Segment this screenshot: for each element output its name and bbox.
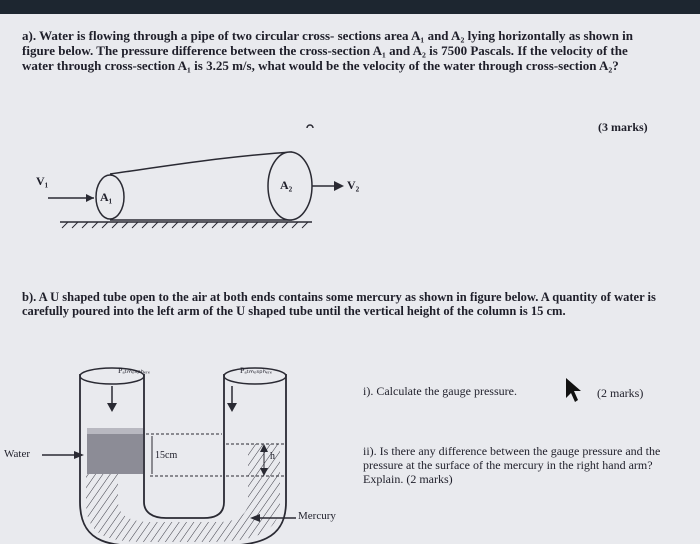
p-right-label: Pₐₜₘₒₛₚₕₑᵣₑ xyxy=(240,366,272,375)
question-b-text: b). A U shaped tube open to the air at both ends contains some mercury as shown in figure below. A quantity of water is carefully poured into the left arm of the U shaped tube until the vertical height of the column is 15 cm. xyxy=(22,290,656,318)
cursor-icon xyxy=(566,378,581,402)
question-a-text: a). Water is flowing through a pipe of two circular cross- sections area A₁ and A₂ lying horizontally as shown in figure below. The pressure difference between the cross-section A₁ and A₂ is 7500 Pascals. If the velocity of the water through cross-section A₁ is 3.25 m/s, what would be the velocity of the water through cross-section A₂? xyxy=(22,28,634,73)
mercury-label: Mercury xyxy=(298,510,336,522)
p-left-label: Pₐₜₘₒₛₚₕₑᵣₑ xyxy=(118,366,150,375)
a1-label: A₁ xyxy=(100,190,113,204)
question-sheet xyxy=(0,14,700,544)
question-b-i-marks: (2 marks) xyxy=(597,386,644,400)
question-a-marks: (3 marks) xyxy=(598,120,648,134)
v1-label: V₁ xyxy=(36,174,49,188)
water-column xyxy=(87,434,143,474)
v2-label: V₂ xyxy=(347,178,360,192)
height-15cm-label: 15cm xyxy=(155,450,178,461)
water-label: Water xyxy=(4,448,30,460)
question-b-ii: ii). Is there any difference between the gauge pressure and the pressure at the surface of the mercury in the right hand arm? Explain. (2 marks) xyxy=(363,444,661,486)
question-b-i: i). Calculate the gauge pressure. xyxy=(363,384,517,398)
h-label: h xyxy=(270,451,275,462)
a2-label: A₂ xyxy=(280,178,293,192)
